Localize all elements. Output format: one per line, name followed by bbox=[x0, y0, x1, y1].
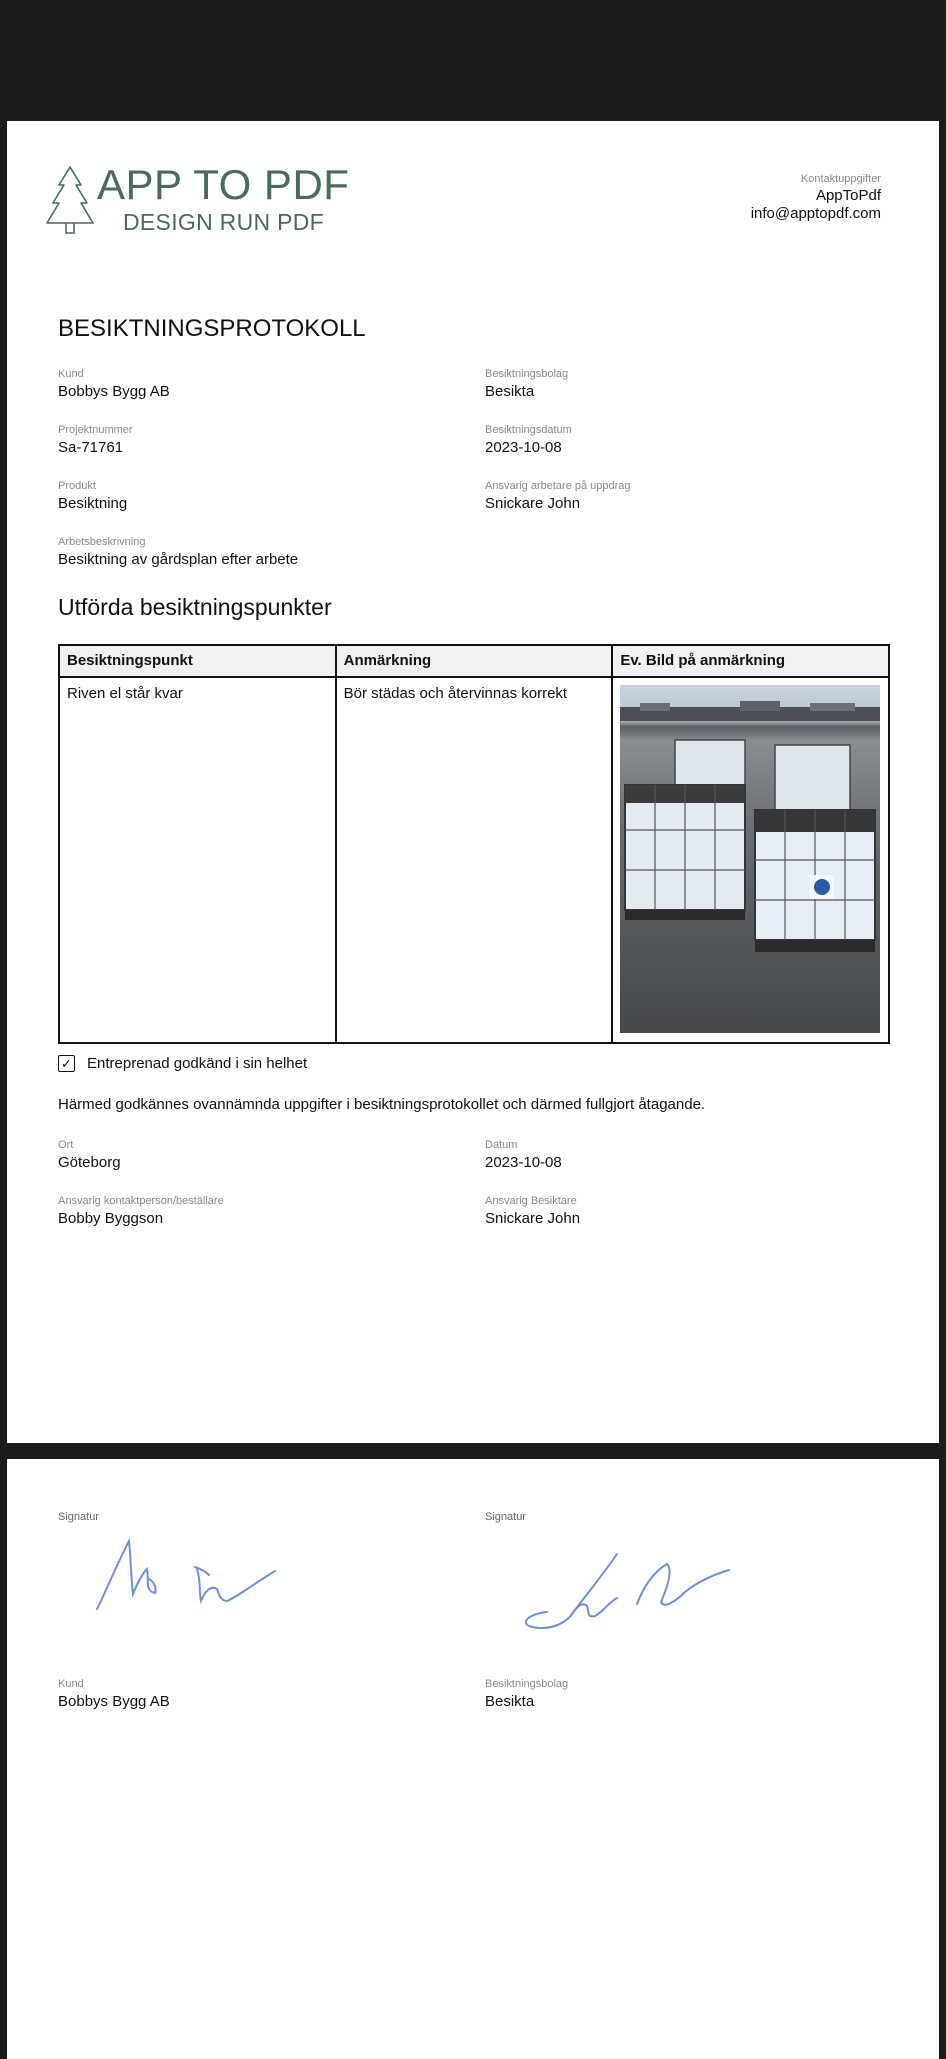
field-label: Datum bbox=[485, 1139, 518, 1151]
column-header: Ev. Bild på anmärkning bbox=[612, 645, 889, 677]
cell-anmarkning: Bör städas och återvinnas korrekt bbox=[336, 677, 613, 1043]
field-value: Besikta bbox=[485, 383, 535, 400]
field-label: Kund bbox=[58, 368, 84, 380]
table-header-row bbox=[59, 645, 889, 677]
field-signature-kund bbox=[58, 1678, 170, 1711]
field-value: Bobbys Bygg AB bbox=[58, 1693, 170, 1710]
approval-checkbox-label: Entreprenad godkänd i sin helhet bbox=[87, 1054, 308, 1072]
signature-label-right: Signatur bbox=[485, 1511, 526, 1523]
approval-checkbox-row[interactable] bbox=[58, 1053, 307, 1073]
approval-checkbox[interactable]: ✓ bbox=[58, 1055, 75, 1072]
field-ansvarig-arbetare bbox=[485, 480, 631, 513]
signature-right bbox=[517, 1544, 737, 1644]
field-label: Besiktningsdatum bbox=[485, 424, 572, 436]
document-page-1 bbox=[7, 121, 939, 1443]
contact-block bbox=[751, 173, 881, 223]
field-ort bbox=[58, 1139, 121, 1172]
field-ansvarig-besiktare bbox=[485, 1195, 580, 1228]
field-label: Kund bbox=[58, 1678, 84, 1690]
field-kund bbox=[58, 368, 170, 401]
inspection-table bbox=[58, 644, 890, 1044]
field-value: Göteborg bbox=[58, 1154, 121, 1171]
field-label: Besiktningsbolag bbox=[485, 368, 569, 380]
field-value: 2023-10-08 bbox=[485, 1154, 562, 1171]
logo-title: APP TO PDF bbox=[97, 161, 350, 208]
field-label: Ansvarig kontaktperson/beställare bbox=[58, 1195, 224, 1207]
section-title: Utförda besiktningspunkter bbox=[58, 594, 332, 620]
field-label: Ort bbox=[58, 1139, 74, 1151]
field-besiktningsbolag bbox=[485, 368, 568, 401]
field-label: Produkt bbox=[58, 480, 96, 492]
field-besiktningsdatum bbox=[485, 424, 572, 457]
field-value: Snickare John bbox=[485, 495, 581, 512]
field-signature-besiktningsbolag bbox=[485, 1678, 568, 1711]
field-label: Arbetsbeskrivning bbox=[58, 536, 146, 548]
field-value: Sa-71761 bbox=[58, 439, 124, 456]
cell-besiktningspunkt: Riven el står kvar bbox=[59, 677, 336, 1043]
column-header: Besiktningspunkt bbox=[59, 645, 336, 677]
field-value: Besiktning av gårdsplan efter arbete bbox=[58, 551, 299, 568]
tree-icon bbox=[45, 165, 95, 237]
approval-statement: Härmed godkännes ovannämnda uppgifter i besiktningsprotokollet och därmed fullgjort åtagande. bbox=[58, 1096, 706, 1113]
field-value: Bobby Byggson bbox=[58, 1210, 164, 1227]
field-label: Projektnummer bbox=[58, 424, 133, 436]
contact-email[interactable]: info@apptopdf.com bbox=[750, 205, 881, 222]
field-produkt bbox=[58, 480, 127, 513]
signature-left bbox=[87, 1529, 287, 1619]
cell-bild bbox=[612, 677, 889, 1043]
field-value: Besikta bbox=[485, 1693, 535, 1710]
column-header: Anmärkning bbox=[336, 645, 613, 677]
field-label: Ansvarig Besiktare bbox=[485, 1195, 577, 1207]
field-projektnummer bbox=[58, 424, 133, 457]
field-value: 2023-10-08 bbox=[485, 439, 562, 456]
document-page-2 bbox=[7, 1459, 939, 2059]
field-arbetsbeskrivning bbox=[58, 536, 298, 569]
field-kontaktperson bbox=[58, 1195, 224, 1228]
contact-label: Kontaktuppgifter bbox=[800, 173, 881, 185]
field-label: Besiktningsbolag bbox=[485, 1678, 569, 1690]
document-title: BESIKTNINGSPROTOKOLL bbox=[58, 315, 366, 342]
company-logo bbox=[45, 161, 365, 241]
logo-subtitle: DESIGN RUN PDF bbox=[123, 209, 324, 235]
field-value: Bobbys Bygg AB bbox=[58, 383, 170, 400]
table-row bbox=[59, 677, 889, 1043]
field-datum bbox=[485, 1139, 562, 1172]
signature-label-left: Signatur bbox=[58, 1511, 99, 1523]
field-value: Besiktning bbox=[58, 495, 128, 512]
field-value: Snickare John bbox=[485, 1210, 581, 1227]
field-label: Ansvarig arbetare på uppdrag bbox=[485, 480, 631, 492]
contact-company: AppToPdf bbox=[815, 187, 881, 204]
remark-photo[interactable] bbox=[620, 685, 880, 1033]
